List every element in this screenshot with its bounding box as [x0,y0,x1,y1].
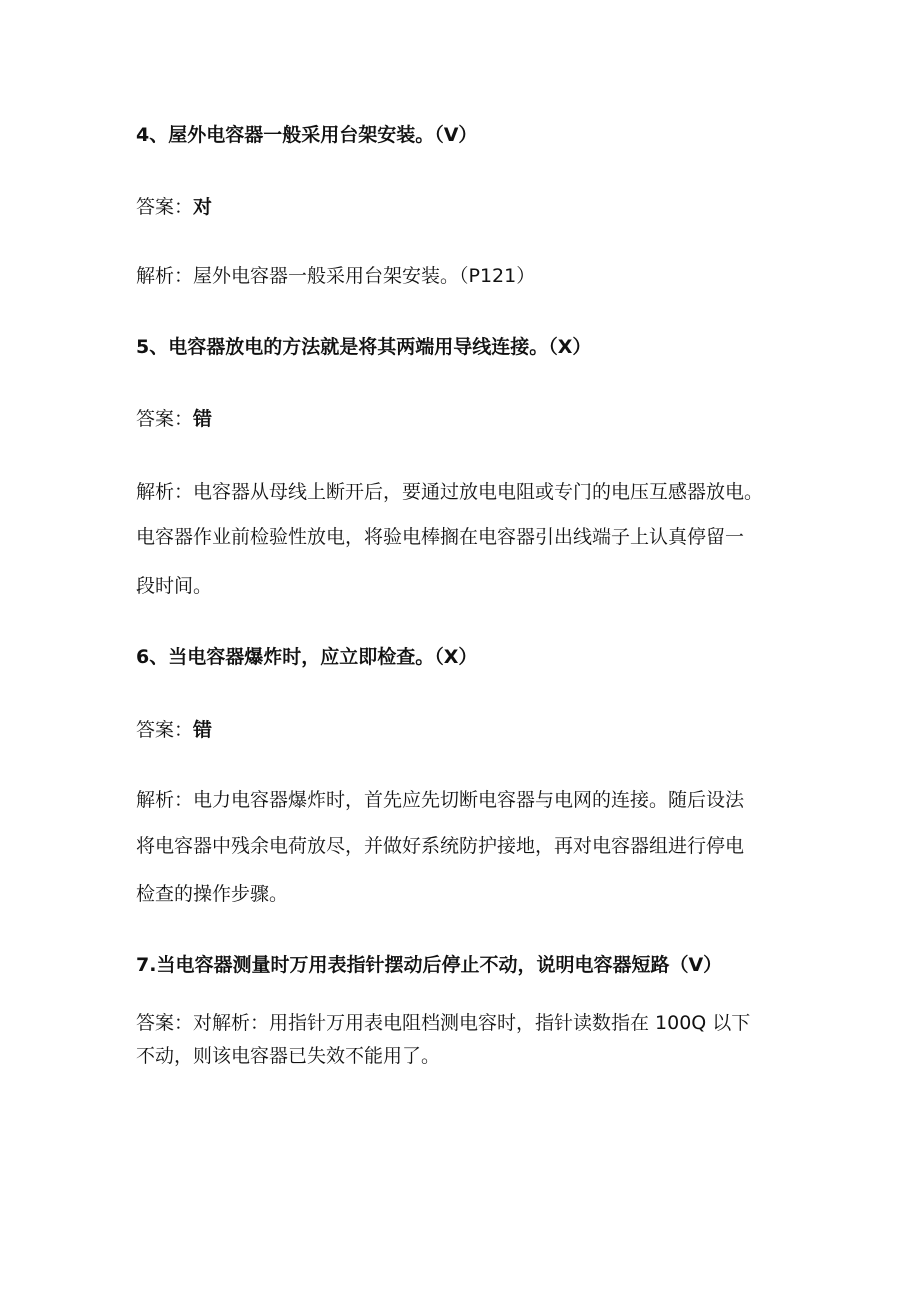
answer-7-line-2: 不动，则该电容器已失效不能用了。 [136,1045,441,1067]
question-6: 6、当电容器爆炸时，应立即检查。（X） [136,646,478,668]
answer-value: 对 [193,196,213,218]
answer-value: 错 [193,408,213,430]
answer-label: 答案： [136,719,194,741]
answer-6 [136,717,796,743]
answer-4 [136,194,796,220]
analysis-5 [136,479,796,505]
answer-7-line-1: 答案：对解析：用指针万用表电阻档测电容时，指针读数指在 100Q 以下 [136,1012,751,1034]
answer-5 [136,406,796,432]
question-7: 7.当电容器测量时万用表指针摆动后停止不动，说明电容器短路（V） [136,954,723,976]
analysis-label: 解析： [136,265,194,287]
analysis-6-line-3: 检查的操作步骤。 [136,883,289,905]
question-5: 5、电容器放电的方法就是将其两端用导线连接。（X） [136,336,592,358]
analysis-label: 解析： [136,789,194,811]
analysis-5-line-3: 段时间。 [136,575,213,597]
analysis-5-line-2: 电容器作业前检验性放电，将验电棒搁在电容器引出线端子上认真停留一 [136,526,745,548]
analysis-label: 解析： [136,481,194,503]
answer-label: 答案： [136,408,194,430]
analysis-text: 电力电容器爆炸时，首先应先切断电容器与电网的连接。随后设法 [193,789,745,811]
analysis-6 [136,787,796,813]
analysis-4 [136,263,796,289]
answer-label: 答案： [136,196,194,218]
analysis-text: 屋外电容器一般采用台架安装。（P121） [193,265,536,287]
analysis-6-line-2: 将电容器中残余电荷放尽，并做好系统防护接地，再对电容器组进行停电 [136,835,745,857]
answer-value: 错 [193,719,213,741]
analysis-text: 电容器从母线上断开后，要通过放电电阻或专门的电压互感器放电。 [193,481,764,503]
question-4: 4、屋外电容器一般采用台架安装。（V） [136,124,478,146]
